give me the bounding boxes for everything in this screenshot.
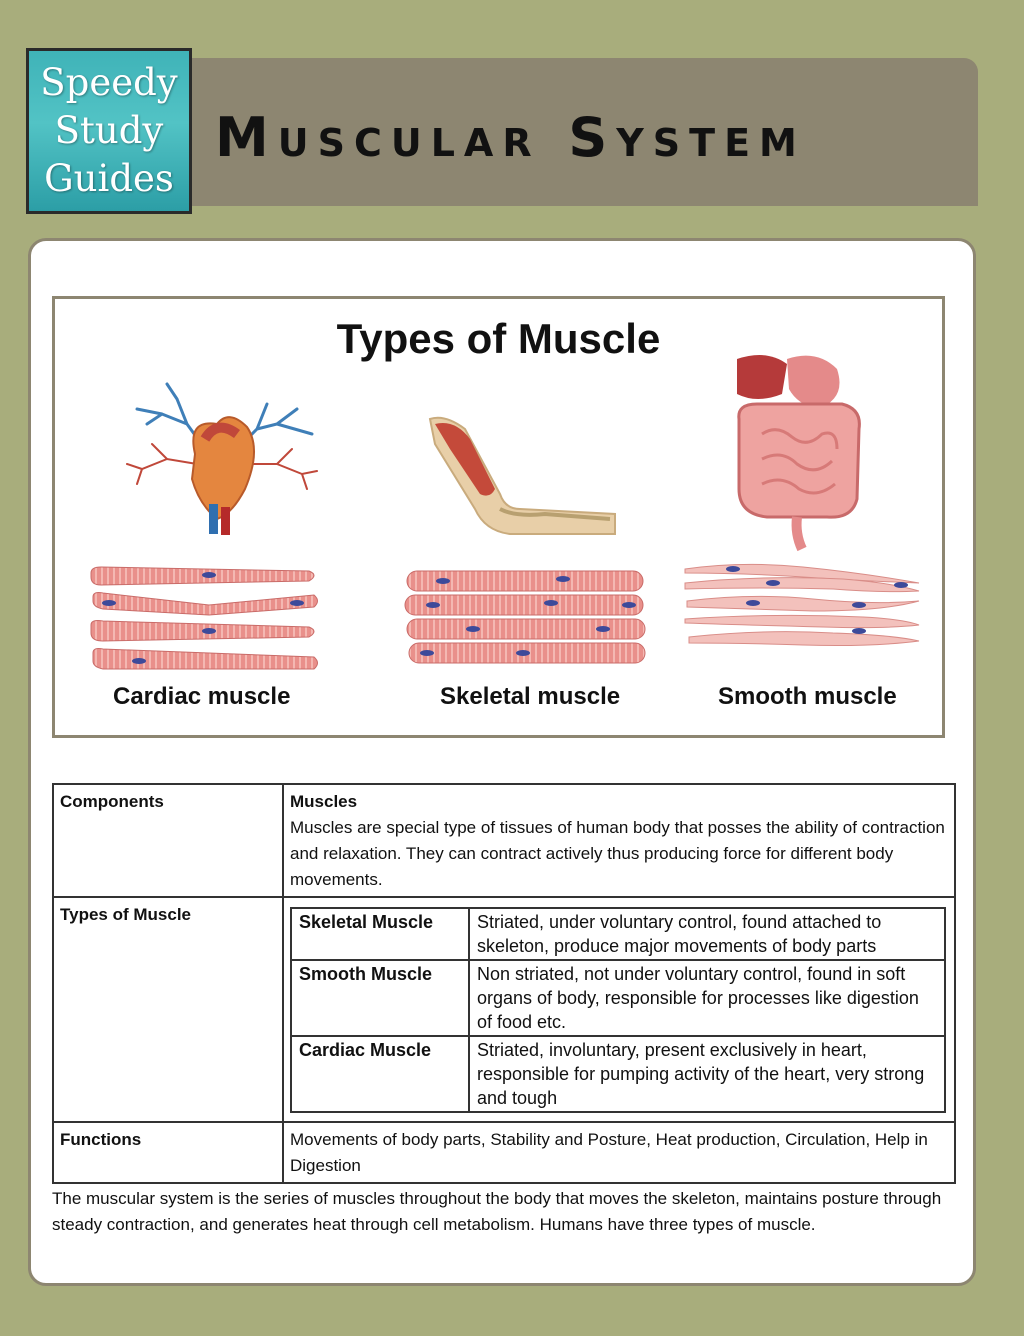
subtable-row [291,960,945,1036]
cardiac-muscle-label: Cardiac muscle [113,683,291,710]
figure-title: Types of Muscle [336,315,661,362]
footer-paragraph: The muscular system is the series of muscles throughout the body that moves the skeleton, maintains posture through steady contraction, and generates heat through cell metabolism. Humans have three types of muscle. [52,1189,942,1234]
muscular-system-table [52,783,956,1184]
components-text: Muscles are special type of tissues of human body that posses the ability of contraction and relaxation. They can contract actively thus producing force for different body movements. [290,818,945,889]
functions-value: Movements of body parts, Stability and Posture, Heat production, Circulation, Help in Digestion [283,1122,955,1183]
functions-key: Functions [53,1122,283,1183]
muscle-types-subtable [290,907,946,1113]
speedy-study-guides-logo [26,48,192,214]
cardiac-muscle-fibers [89,565,321,677]
types-key: Types of Muscle [53,897,283,1122]
page-title: Muscular System [215,106,806,169]
digestive-organs-illustration [727,349,867,554]
heart-illustration [117,379,327,549]
muscle-type-description: Striated, involuntary, present exclusively in heart, responsible for pumping activity of the heart, very strong and tough [469,1036,945,1112]
muscle-type-description: Non striated, not under voluntary control, found in soft organs of body, responsible for processes like digestion of food etc. [469,960,945,1036]
table-row-functions [53,1122,955,1183]
components-key: Components [53,784,283,897]
components-heading: Muscles [290,792,358,811]
subtable-row [291,908,945,960]
muscle-type-name: Smooth Muscle [291,960,469,1036]
table-row-types [53,897,955,1122]
table-row-components [53,784,955,897]
skeletal-muscle-label: Skeletal muscle [440,683,621,710]
types-of-muscle-figure [52,296,945,738]
components-value [283,784,955,897]
muscle-type-name: Cardiac Muscle [291,1036,469,1112]
skeletal-muscle-fibers [403,567,647,669]
subtable-row [291,1036,945,1112]
logo-line: Speedy [40,61,178,104]
arm-illustration [425,409,625,539]
smooth-muscle-label: Smooth muscle [718,683,897,710]
logo-line: Guides [44,157,174,200]
muscle-type-name: Skeletal Muscle [291,908,469,960]
logo-line: Study [54,109,164,152]
smooth-muscle-fibers [683,561,923,653]
types-value [283,897,955,1122]
muscle-type-description: Striated, under voluntary control, found attached to skeleton, produce major movements of body parts [469,908,945,960]
